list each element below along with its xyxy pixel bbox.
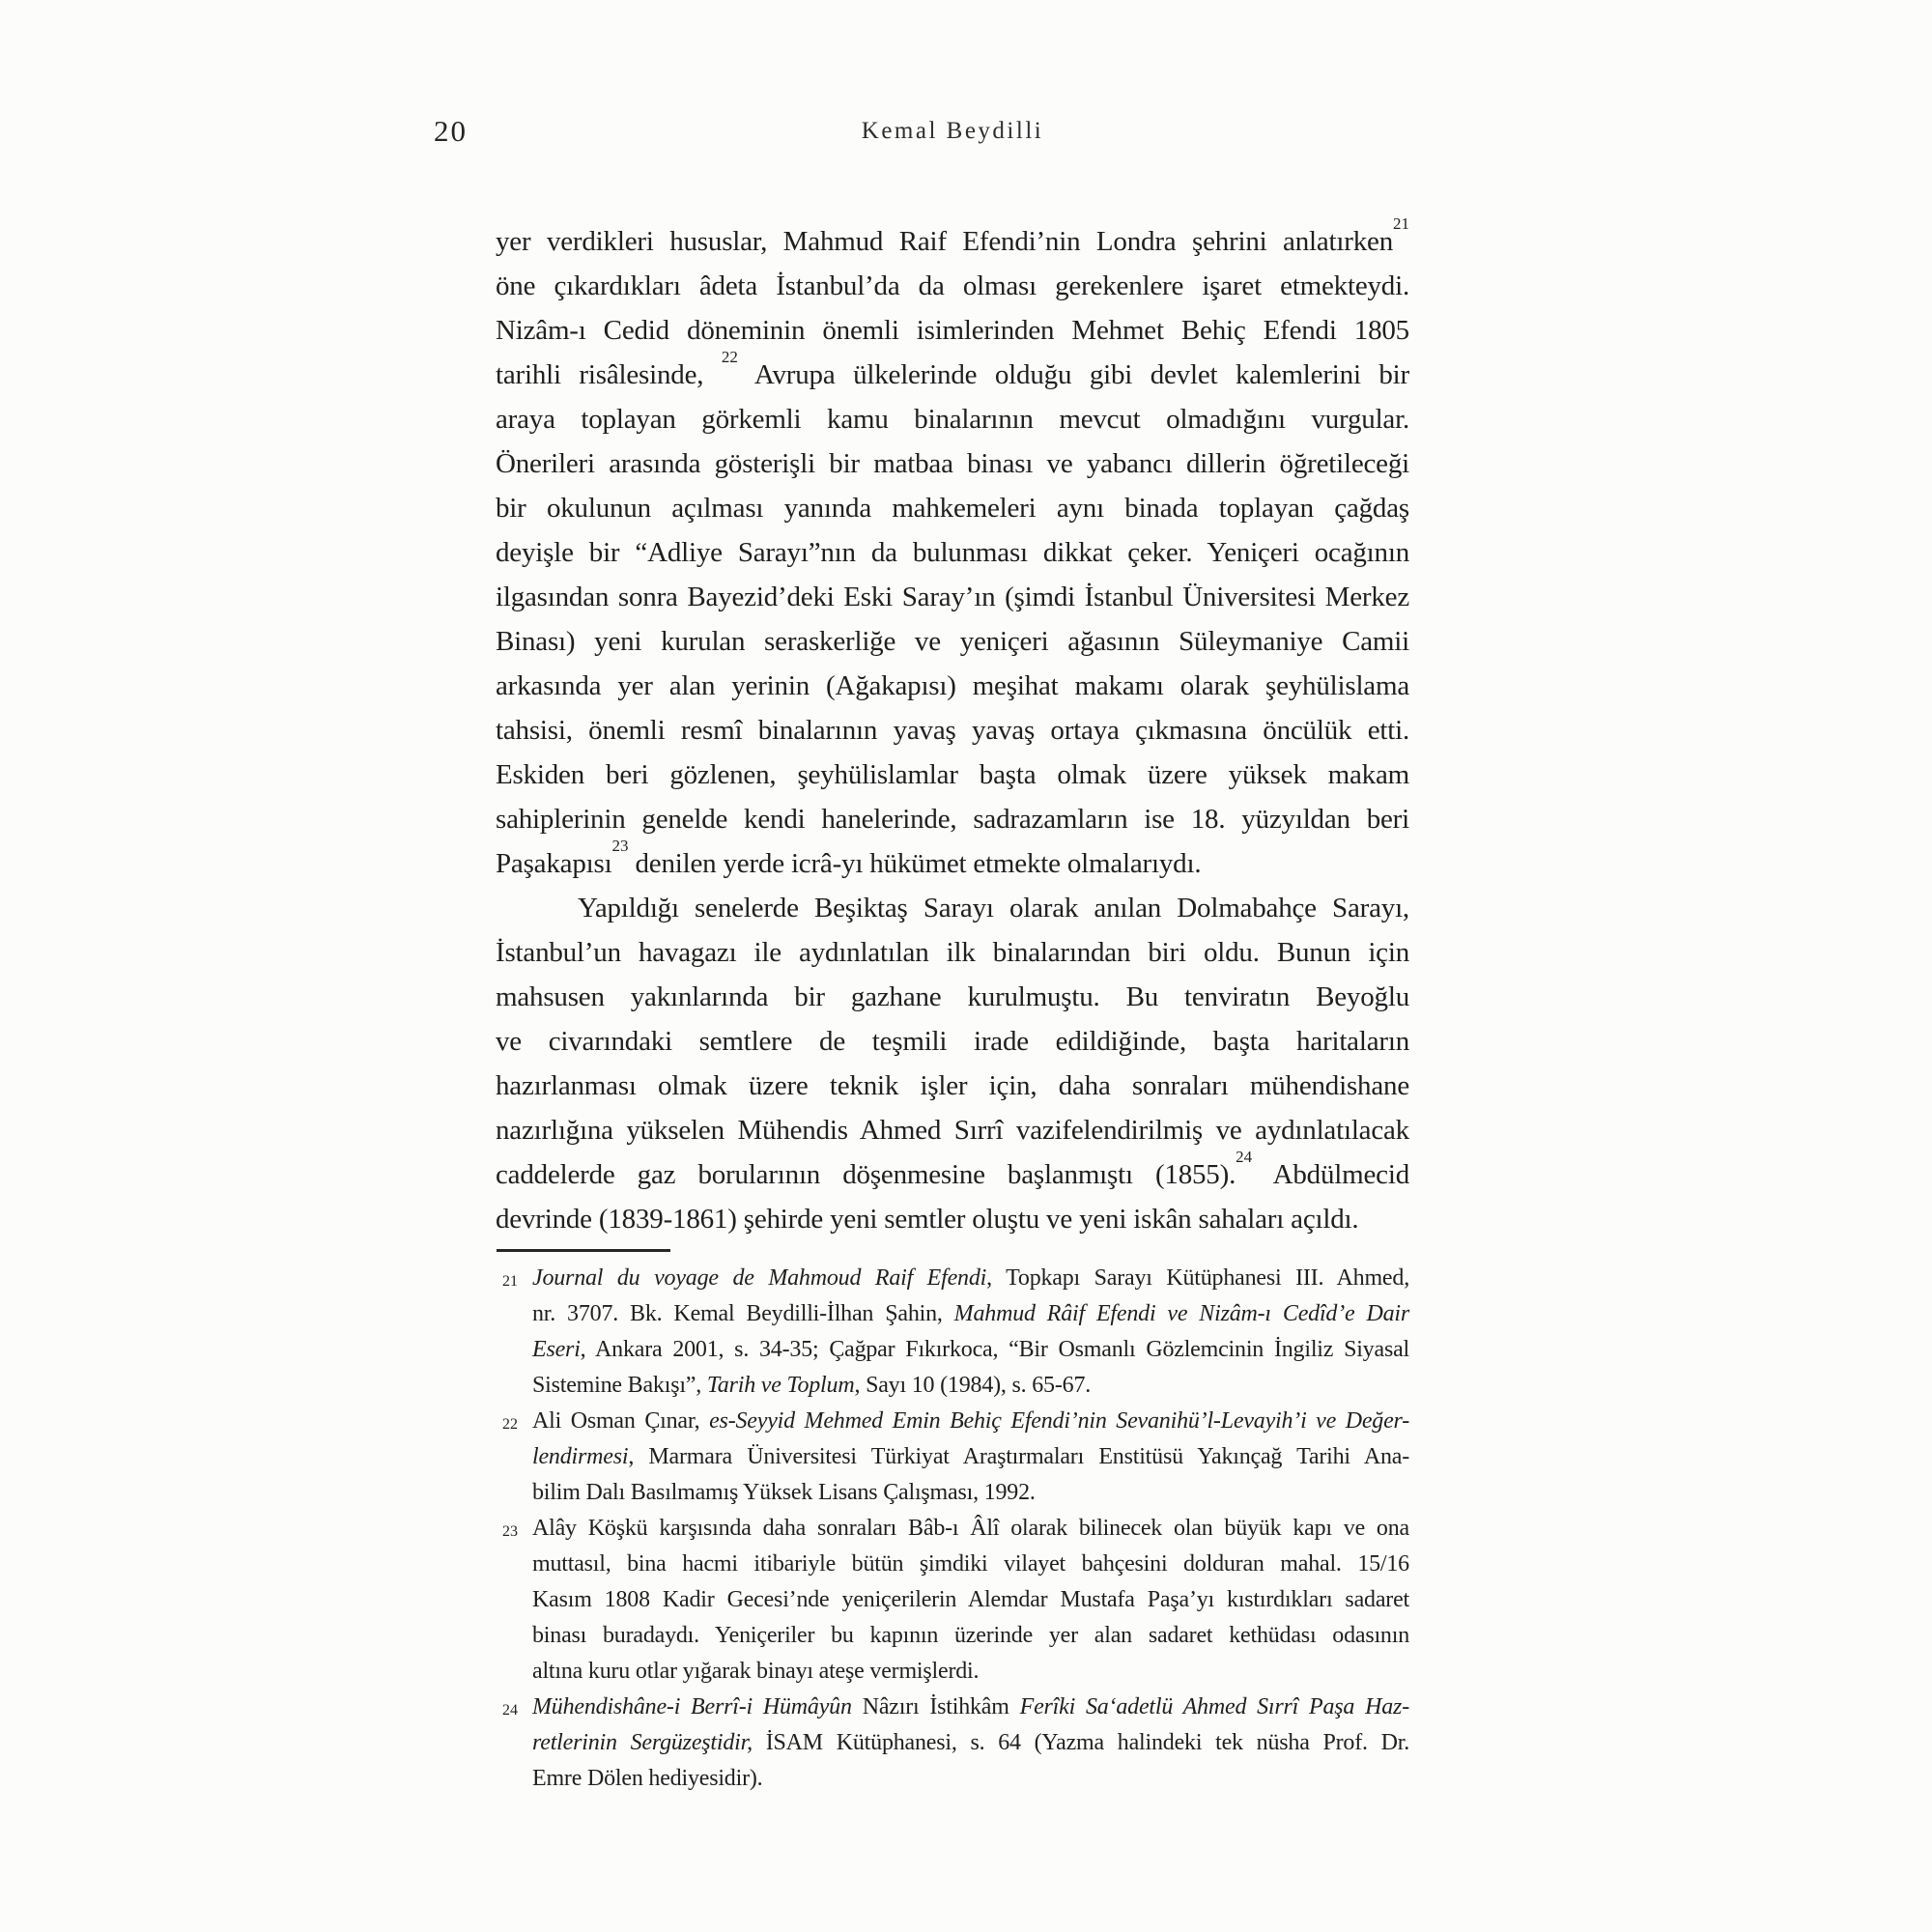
body-line xyxy=(496,753,1409,797)
footnote-line xyxy=(532,1404,1409,1439)
text-segment: İstanbul’un havagazı ile aydınlatılan ilk binalarından biri oldu. Bunun için xyxy=(496,937,1409,968)
body-line xyxy=(496,575,1409,619)
footnote-line xyxy=(532,1654,1409,1690)
text-segment: , Sayı 10 (1984), s. 65-67. xyxy=(854,1373,1092,1398)
text-segment: Nizâm-ı Cedid döneminin önemli isimlerinden Mehmet Behiç Efendi 1805 xyxy=(496,315,1409,346)
body-paragraph xyxy=(496,214,1409,886)
body-line xyxy=(496,886,1409,930)
body-paragraph xyxy=(496,886,1409,1241)
text-segment: sahiplerinin genelde kendi hanelerinde, sadrazamların ise 18. yüzyıldan beri xyxy=(496,804,1409,835)
text-segment: deyişle bir “Adliye Sarayı”nın da bulunması dikkat çeker. Yeniçeri ocağının xyxy=(496,537,1409,568)
footnote-line xyxy=(532,1725,1409,1761)
body-line xyxy=(496,1148,1409,1197)
body-line xyxy=(496,664,1409,708)
body-text xyxy=(496,214,1409,1241)
italic-text: lendirmesi xyxy=(532,1444,629,1469)
body-line xyxy=(496,308,1409,353)
body-line xyxy=(496,797,1409,841)
footnote xyxy=(496,1511,1409,1690)
text-segment: denilen yerde icrâ-yı hükümet etmekte olmalarıydı. xyxy=(628,848,1202,879)
footnote-line xyxy=(532,1261,1409,1296)
text-segment: devrinde (1839-1861) şehirde yeni semtler oluştu ve yeni iskân sahaları açıldı. xyxy=(496,1204,1359,1235)
italic-text: Journal du voyage de Mahmoud Raif Efendi xyxy=(532,1265,987,1291)
body-line xyxy=(496,1019,1409,1064)
text-segment: Önerileri arasında gösterişli bir matbaa binası ve yabancı dillerin öğretileceği xyxy=(496,448,1409,479)
body-line xyxy=(496,930,1409,975)
text-segment: Eskiden beri gözlenen, şeyhülislamlar başta olmak üzere yüksek makam xyxy=(496,759,1409,790)
footnote-line xyxy=(532,1368,1409,1404)
italic-text: Mühendishâne-i Berrî-i Hümâyûn xyxy=(532,1694,852,1719)
text-segment: İSAM Kütüphanesi, s. 64 (Yazma halindeki tek nüsha Prof. Dr. xyxy=(752,1730,1409,1755)
footnote-line xyxy=(532,1582,1409,1618)
footnote-ref: 21 xyxy=(1393,214,1409,234)
footnote-ref: 22 xyxy=(721,348,738,367)
body-line xyxy=(496,837,1409,886)
text-segment: hazırlanması olmak üzere teknik işler için, daha sonraları mühendishane xyxy=(496,1070,1409,1101)
body-line xyxy=(496,214,1409,264)
footnote-line xyxy=(532,1690,1409,1725)
text-segment: araya toplayan görkemli kamu binalarının mevcut olmadığını vurgular. xyxy=(496,404,1409,435)
text-segment: muttasıl, bina hacmi itibariyle bütün şimdiki vilayet bahçesini dolduran mahal. 15/16 xyxy=(532,1551,1409,1577)
page-number: 20 xyxy=(434,114,468,148)
footnote-number: 23 xyxy=(502,1523,518,1540)
footnote-ref: 23 xyxy=(611,837,629,856)
text-segment: nazırlığına yükselen Mühendis Ahmed Sırrî vazifelendirilmiş ve aydınlatılacak xyxy=(496,1115,1409,1146)
footnote-line xyxy=(532,1332,1409,1368)
italic-text: retlerinin Sergüzeştidir, xyxy=(532,1730,753,1755)
text-segment: altına kuru otlar yığarak binayı ateşe vermişlerdi. xyxy=(532,1659,980,1684)
body-line xyxy=(496,708,1409,753)
running-header: Kemal Beydilli xyxy=(861,118,1044,144)
text-segment: Kasım 1808 Kadir Gecesi’nde yeniçerilerin Alemdar Mustafa Paşa’yı kıstırdıkları sadaret xyxy=(532,1587,1409,1612)
text-segment: Emre Dölen hediyesidir). xyxy=(532,1766,763,1791)
italic-text: es-Seyyid Mehmed Emin Behiç Efendi’nin Sevanihü’l-Levayih’i ve Değer- xyxy=(709,1408,1409,1434)
text-segment: ilgasından sonra Bayezid’deki Eski Saray’ın (şimdi İstanbul Üniversitesi Merkez xyxy=(496,582,1409,612)
text-segment: Sistemine Bakışı”, xyxy=(532,1373,707,1398)
text-segment: mahsusen yakınlarında bir gazhane kurulmuştu. Bu tenviratın Beyoğlu xyxy=(496,981,1409,1012)
text-segment: Abdülmecid xyxy=(1252,1159,1409,1190)
body-line xyxy=(496,975,1409,1019)
text-segment: bilim Dalı Basılmamış Yüksek Lisans Çalışması, 1992. xyxy=(532,1480,1036,1505)
body-line xyxy=(496,486,1409,530)
italic-text: Mahmud Râif Efendi ve Nizâm-ı Cedîd’e Dair xyxy=(953,1301,1409,1326)
body-line xyxy=(496,619,1409,664)
text-segment: Paşakapısı xyxy=(496,848,612,879)
text-segment: binası buradaydı. Yeniçeriler bu kapının üzerinde yer alan sadaret kethüdası odasının xyxy=(532,1623,1409,1648)
footnote-number: 22 xyxy=(502,1416,518,1433)
text-segment: ve civarındaki semtlere de teşmili irade edildiğinde, başta haritaların xyxy=(496,1026,1409,1057)
body-line xyxy=(496,530,1409,575)
footnote xyxy=(496,1404,1409,1511)
text-segment: tarihli risâlesinde, xyxy=(496,359,722,390)
footnote-line xyxy=(532,1618,1409,1654)
body-line xyxy=(496,441,1409,486)
text-segment: Ali Osman Çınar, xyxy=(532,1408,710,1434)
text-segment: Binası) yeni kurulan seraskerliğe ve yeniçeri ağasının Süleymaniye Camii xyxy=(496,626,1409,657)
footnote-ref: 24 xyxy=(1236,1148,1253,1167)
body-line xyxy=(496,1197,1409,1241)
text-segment: Alây Köşkü karşısında daha sonraları Bâb-ı Âlî olarak bilinecek olan büyük kapı ve ona xyxy=(532,1516,1409,1541)
body-line xyxy=(496,1064,1409,1108)
text-segment: Avrupa ülkelerinde olduğu gibi devlet kalemlerini bir xyxy=(737,359,1409,390)
text-segment: , Topkapı Sarayı Kütüphanesi III. Ahmed, xyxy=(986,1265,1409,1291)
footnotes-section xyxy=(496,1261,1409,1797)
italic-text: Tarih ve Toplum xyxy=(706,1373,855,1398)
footnote xyxy=(496,1690,1409,1797)
footnote-number: 21 xyxy=(502,1273,518,1290)
body-line xyxy=(496,397,1409,441)
body-line xyxy=(496,264,1409,308)
text-segment: caddelerde gaz borularının döşenmesine başlanmıştı (1855). xyxy=(496,1159,1236,1190)
text-segment: Yapıldığı senelerde Beşiktaş Sarayı olarak anılan Dolmabahçe Sarayı, xyxy=(578,893,1409,923)
text-segment: nr. 3707. Bk. Kemal Beydilli-İlhan Şahin, xyxy=(532,1301,954,1326)
body-line xyxy=(496,348,1409,397)
footnote-line xyxy=(532,1511,1409,1547)
text-segment: Nâzırı İstihkâm xyxy=(851,1694,1020,1719)
footnote-number: 24 xyxy=(502,1702,518,1719)
footnote xyxy=(496,1261,1409,1404)
footnote-separator xyxy=(497,1249,670,1252)
footnote-line xyxy=(532,1296,1409,1332)
italic-text: Eseri xyxy=(532,1337,581,1362)
text-segment: , Ankara 2001, s. 34-35; Çağpar Fıkırkoca, “Bir Osmanlı Gözlemcinin İngiliz Siyasal xyxy=(580,1337,1409,1362)
footnote-line xyxy=(532,1439,1409,1475)
text-segment: tahsisi, önemli resmî binalarının yavaş yavaş ortaya çıkmasına öncülük etti. xyxy=(496,715,1409,746)
text-segment: , Marmara Üniversitesi Türkiyat Araştırmaları Enstitüsü Yakınçağ Tarihi Ana- xyxy=(628,1444,1409,1469)
text-segment: bir okulunun açılması yanında mahkemeleri aynı binada toplayan çağdaş xyxy=(496,493,1409,524)
footnote-line xyxy=(532,1547,1409,1582)
footnote-line xyxy=(532,1475,1409,1511)
footnote-line xyxy=(532,1761,1409,1797)
text-segment: öne çıkardıkları âdeta İstanbul’da da olması gerekenlere işaret etmekteydi. xyxy=(496,270,1409,301)
body-line xyxy=(496,1108,1409,1152)
text-segment: arkasında yer alan yerinin (Ağakapısı) meşihat makamı olarak şeyhülislama xyxy=(496,670,1409,701)
italic-text: Ferîki Saʻadetlü Ahmed Sırrî Paşa Haz- xyxy=(1019,1694,1409,1719)
text-segment: yer verdikleri hususlar, Mahmud Raif Efendi’nin Londra şehrini anlatırken xyxy=(496,226,1393,257)
